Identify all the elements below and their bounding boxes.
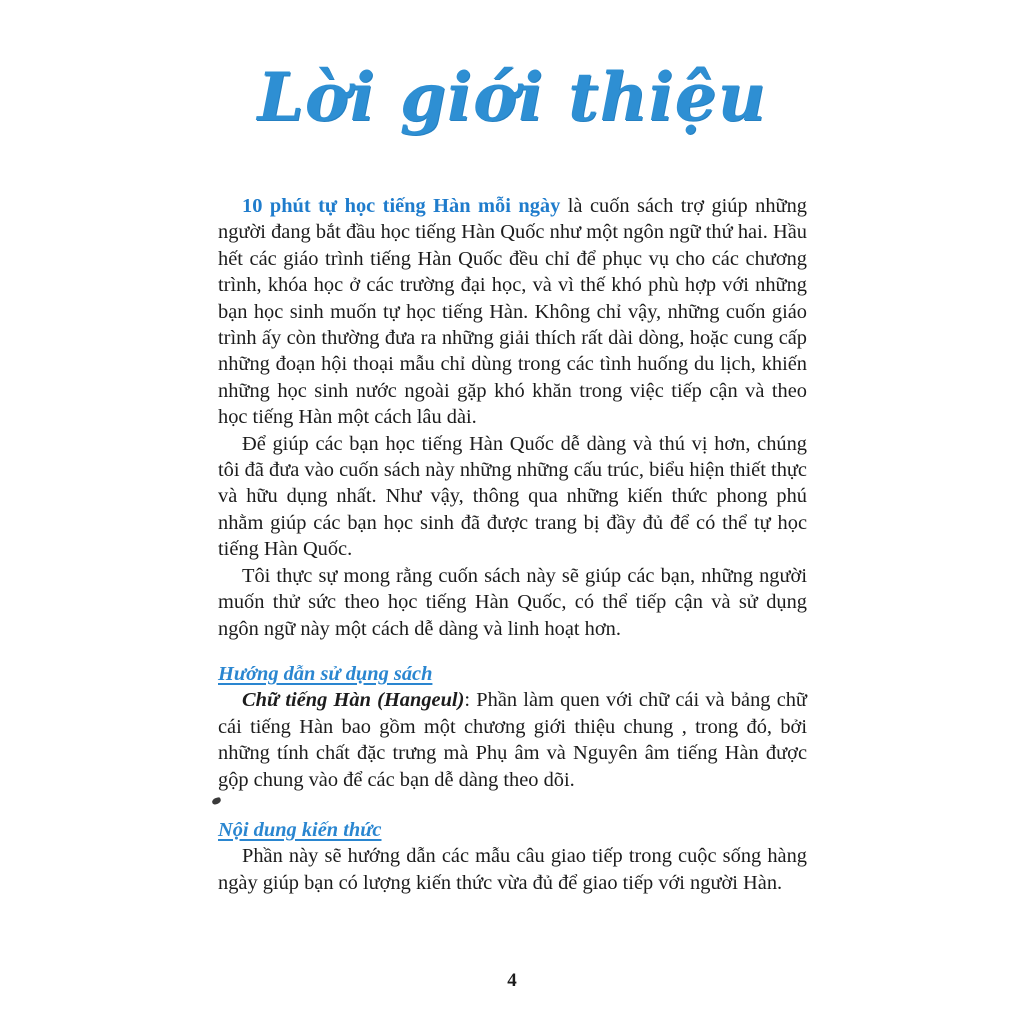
page-number: 4 (507, 970, 517, 991)
intro-paragraph-1-text: là cuốn sách trợ giúp những người đang bắt đầu học tiếng Hàn Quốc như một ngôn ngữ thứ hai. Hầu hết các giáo trình tiếng Hàn Quốc đều chỉ để phục vụ cho các chương trình, khóa học ở các trường đại học, và vì thế khó phù hợp với những bạn học sinh muốn tự học tiếng Hàn. Không chỉ vậy, những cuốn giáo trình ấy còn thường đưa ra những giải thích rất dài dòng, hoặc cung cấp những đoạn hội thoại mẫu chỉ dùng trong các tình huống du lịch, khiến những học sinh nước ngoài gặp khó khăn trong việc tiếp cận và theo học tiếng Hàn một cách lâu dài. (218, 195, 807, 429)
guide-paragraph-text: : Phần làm quen với chữ cái và bảng chữ cái tiếng Hàn bao gồm một chương giới thiệu chung , trong đó, bởi những tính chất đặc trưng mà Phụ âm và Nguyên âm tiếng Hàn được gộp chung vào để các bạn dễ dàng theo dõi. (218, 689, 807, 791)
guide-paragraph (218, 687, 807, 793)
guide-section (218, 661, 807, 793)
intro-paragraph-1 (218, 193, 807, 431)
content-heading: Nội dung kiến thức (218, 819, 382, 841)
intro-paragraph-3: Tôi thực sự mong rằng cuốn sách này sẽ giúp các bạn, những người muốn thử sức theo học tiếng Hàn Quốc, có thể tiếp cận và sử dụng ngôn ngữ này một cách dễ dàng và linh hoạt hơn. (218, 564, 807, 640)
content-paragraph: Phần này sẽ hướng dẫn các mẫu câu giao tiếp trong cuộc sống hàng ngày giúp bạn có lượng kiến thức vừa đủ để giao tiếp với người Hàn. (218, 845, 807, 894)
guide-heading: Hướng dẫn sử dụng sách (218, 663, 433, 685)
intro-paragraph-2: Để giúp các bạn học tiếng Hàn Quốc dễ dàng và thú vị hơn, chúng tôi đã đưa vào cuốn sách này những những cấu trúc, biểu hiện thiết thực và hữu dụng nhất. Như vậy, thông qua những kiến thức phong phú nhằm giúp các bạn học sinh đã được trang bị đầy đủ để có thể tự học tiếng Hàn Quốc. (218, 432, 807, 561)
introduction-section (218, 193, 807, 642)
page-title: Lời giới thiệu (257, 58, 767, 136)
content-section (218, 817, 807, 896)
book-title-highlight: 10 phút tự học tiếng Hàn mỗi ngày (242, 195, 561, 217)
ink-smudge (211, 797, 222, 806)
hangeul-term: Chữ tiếng Hàn (Hangeul) (242, 689, 465, 712)
